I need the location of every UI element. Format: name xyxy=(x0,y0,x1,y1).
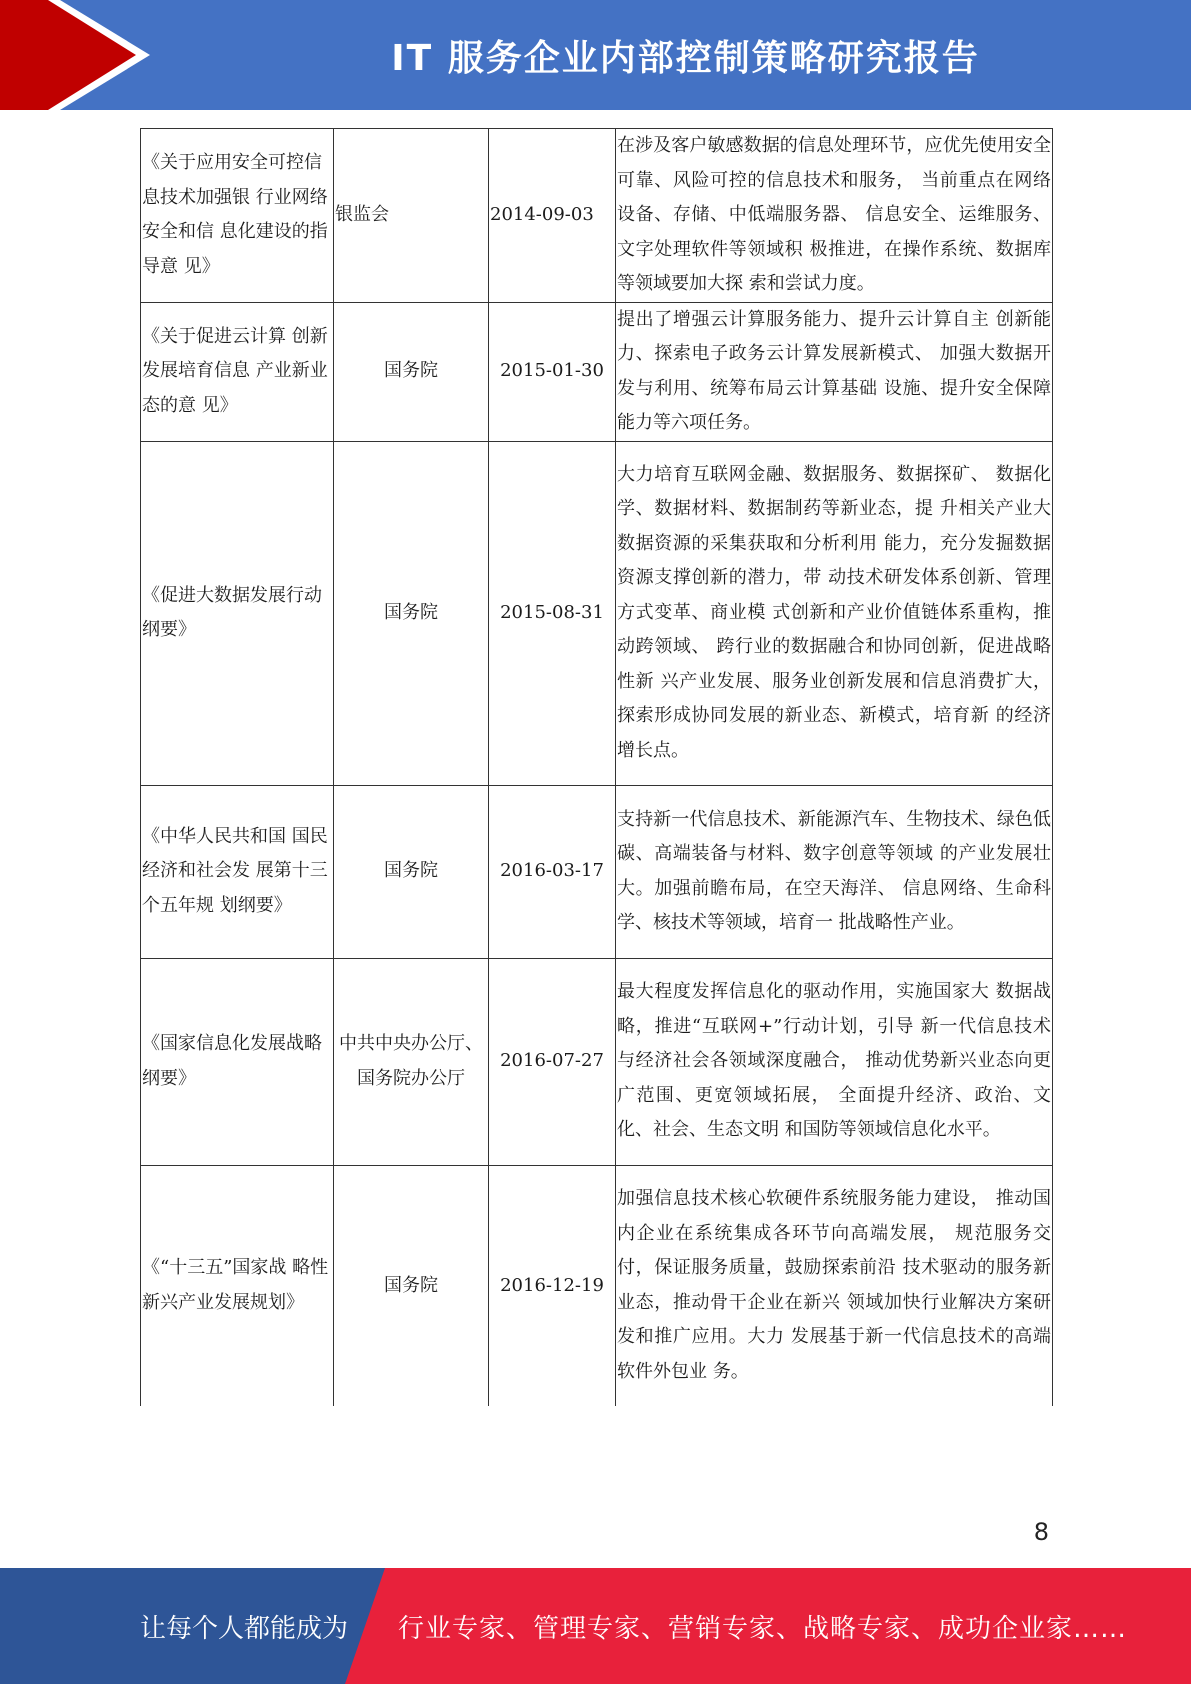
policy-name: 《促进大数据发展行动纲要》 xyxy=(142,584,322,640)
issuer: 国务院 xyxy=(384,601,438,623)
policy-content: 在涉及客户敏感数据的信息处理环节，应优先使用安全可靠、风险可控的信息技术和服务， 当前重点在网络设备、存储、中低端服务器、 信息安全、运维服务、文字处理软件等领域积 极推进，在操作系统、数据库等领域要加大探 索和尝试力度。 xyxy=(617,135,1051,294)
policy-name-cell xyxy=(141,958,334,1165)
policy-content: 加强信息技术核心软硬件系统服务能力建设， 推动国内企业在系统集成各环节向高端发展， 规范服务交付，保证服务质量，鼓励探索前沿 技术驱动的服务新业态，推动骨干企业在新兴 领域加快行业解决方案研发和推广应用。大力 发展基于新一代信息技术的高端软件外包业 务。 xyxy=(617,1188,1051,1382)
policy-table xyxy=(140,128,1053,1406)
issue-date: 2016-12-19 xyxy=(500,1274,604,1296)
issuer: 国务院 xyxy=(384,860,438,882)
table-row xyxy=(141,958,1053,1165)
issuer-cell xyxy=(334,958,489,1165)
issuer-cell xyxy=(334,785,489,958)
policy-name-cell xyxy=(141,129,334,303)
issuer-cell xyxy=(334,441,489,785)
content-cell xyxy=(616,129,1053,303)
header-arrow-decoration xyxy=(0,0,160,110)
issue-date: 2016-07-27 xyxy=(500,1050,604,1072)
policy-name: 《关于应用安全可控信息技术加强银 行业网络安全和信 息化建设的指导意 见》 xyxy=(142,152,328,277)
table-row xyxy=(141,785,1053,958)
policy-content: 提出了增强云计算服务能力、提升云计算自主 创新能力、探索电子政务云计算发展新模式、 加强大数据开发与利用、统筹布局云计算基础 设施、提升安全保障能力等六项任务。 xyxy=(617,308,1051,433)
footer-slogan-right: 行业专家、管理专家、营销专家、战略专家、成功企业家…… xyxy=(398,1613,1128,1644)
policy-name-cell xyxy=(141,785,334,958)
policy-name-cell xyxy=(141,441,334,785)
content-cell xyxy=(616,302,1053,441)
issuer-cell xyxy=(334,1165,489,1406)
policy-name: 《关于促进云计算 创新发展培育信息 产业新业态的意 见》 xyxy=(142,325,328,416)
issuer-cell xyxy=(334,129,489,303)
content-cell xyxy=(616,441,1053,785)
date-cell xyxy=(489,129,616,303)
table-row xyxy=(141,302,1053,441)
policy-content: 大力培育互联网金融、数据服务、数据探矿、 数据化学、数据材料、数据制药等新业态，提 升相关产业大数据资源的采集获取和分析利用 能力，充分发掘数据资源支撑创新的潜力，带 动技术研发体系创新、管理方式变革、商业模 式创新和产业价值链体系重构，推动跨领域、 跨行业的数据融合和协同创新，促进战略性新 兴产业发展、服务业创新发展和信息消费扩大， 探索形成协同发展的新业态、新模式，培育新 的经济增长点。 xyxy=(617,463,1051,761)
date-cell xyxy=(489,958,616,1165)
table-row xyxy=(141,441,1053,785)
issue-date: 2015-01-30 xyxy=(500,360,604,382)
page-footer xyxy=(0,1568,1191,1684)
issuer-cell xyxy=(334,302,489,441)
date-cell xyxy=(489,1165,616,1406)
issuer: 国务院 xyxy=(384,360,438,382)
policy-content: 最大程度发挥信息化的驱动作用，实施国家大 数据战略，推进“互联网+”行动计划，引导 新一代信息技术与经济社会各领域深度融合， 推动优势新兴业态向更广范围、更宽领域拓展， 全面提升经济、政治、文化、社会、生态文明 和国防等领域信息化水平。 xyxy=(617,981,1051,1141)
content-cell xyxy=(616,1165,1053,1406)
policy-name: 《中华人民共和国 国民经济和社会发 展第十三个五年规 划纲要》 xyxy=(142,825,328,916)
policy-content: 支持新一代信息技术、新能源汽车、生物技术、绿色低碳、高端装备与材料、数字创意等领域 的产业发展壮大。加强前瞻布局，在空天海洋、 信息网络、生命科学、核技术等领域，培育一 批战略性产业。 xyxy=(617,808,1051,933)
issuer: 银监会 xyxy=(335,204,389,225)
policy-name-cell xyxy=(141,1165,334,1406)
footer-slogan-left: 让每个人都能成为 xyxy=(140,1613,349,1644)
content-cell xyxy=(616,958,1053,1165)
page-header xyxy=(0,0,1191,110)
issue-date: 2015-08-31 xyxy=(500,601,604,623)
issuer: 国务院 xyxy=(384,1274,438,1296)
table-row xyxy=(141,1165,1053,1406)
date-cell xyxy=(489,441,616,785)
policy-name: 《“十三五”国家战 略性新兴产业发展规划》 xyxy=(142,1257,329,1313)
issuer: 中共中央办公厅、国务院办公厅 xyxy=(339,1033,483,1089)
report-title: IT 服务企业内部控制策略研究报告 xyxy=(391,37,980,79)
policy-name: 《国家信息化发展战略纲要》 xyxy=(142,1033,322,1089)
date-cell xyxy=(489,785,616,958)
table-row xyxy=(141,129,1053,303)
date-cell xyxy=(489,302,616,441)
page-number: 8 xyxy=(1033,1518,1049,1546)
issue-date: 2016-03-17 xyxy=(500,860,604,882)
issue-date: 2014-09-03 xyxy=(490,204,594,225)
content-cell xyxy=(616,785,1053,958)
policy-name-cell xyxy=(141,302,334,441)
